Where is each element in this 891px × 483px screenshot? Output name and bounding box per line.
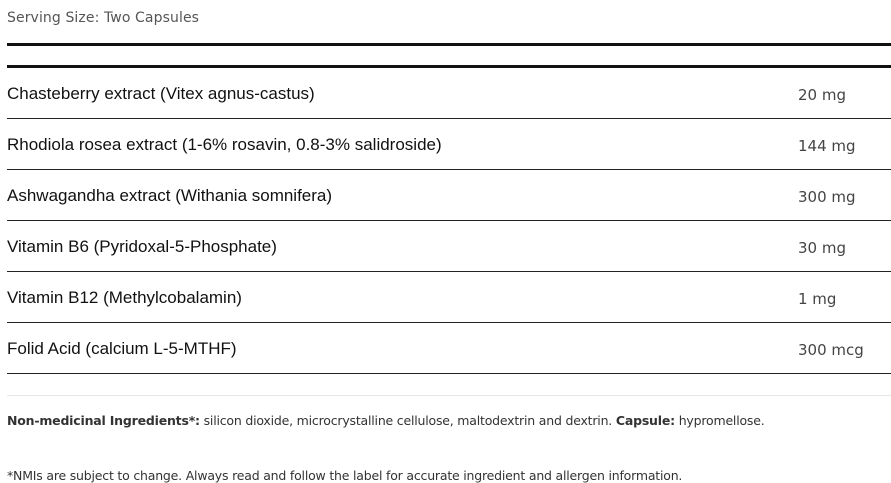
ingredient-row — [7, 323, 891, 374]
ingredient-amount: 144 mg — [798, 137, 856, 155]
ingredient-amount: 300 mcg — [798, 341, 864, 359]
ingredient-amount: 300 mg — [798, 188, 856, 206]
ingredient-amount: 20 mg — [798, 86, 846, 104]
divider-light — [7, 395, 891, 396]
ingredient-row — [7, 272, 891, 323]
capsule-label: Capsule: — [615, 413, 675, 428]
non-medicinal-label: Non-medicinal Ingredients*: — [7, 413, 200, 428]
non-medicinal-text: silicon dioxide, microcrystalline cellulose, maltodextrin and dextrin. — [199, 413, 616, 428]
serving-size: Serving Size: Two Capsules — [7, 10, 200, 26]
ingredient-amount: 1 mg — [798, 290, 837, 308]
nmi-disclaimer: *NMIs are subject to change. Always read and follow the label for accurate ingredient and allergen information. — [7, 468, 683, 483]
ingredient-row — [7, 68, 891, 119]
ingredient-row — [7, 221, 891, 272]
ingredient-name: Vitamin B6 (Pyridoxal-5-Phosphate) — [7, 237, 277, 256]
ingredients-table — [7, 68, 891, 374]
capsule-text: hypromellose. — [674, 413, 765, 428]
ingredient-amount: 30 mg — [798, 239, 846, 257]
non-medicinal-ingredients — [7, 413, 765, 428]
ingredient-row — [7, 119, 891, 170]
ingredient-row — [7, 170, 891, 221]
ingredient-name: Vitamin B12 (Methylcobalamin) — [7, 288, 242, 307]
ingredient-name: Rhodiola rosea extract (1-6% rosavin, 0.8-3% salidroside) — [7, 135, 442, 154]
divider-top — [7, 43, 891, 46]
ingredient-name: Folid Acid (calcium L-5-MTHF) — [7, 339, 237, 358]
ingredient-name: Ashwagandha extract (Withania somnifera) — [7, 186, 333, 205]
ingredient-name: Chasteberry extract (Vitex agnus-castus) — [7, 84, 315, 103]
